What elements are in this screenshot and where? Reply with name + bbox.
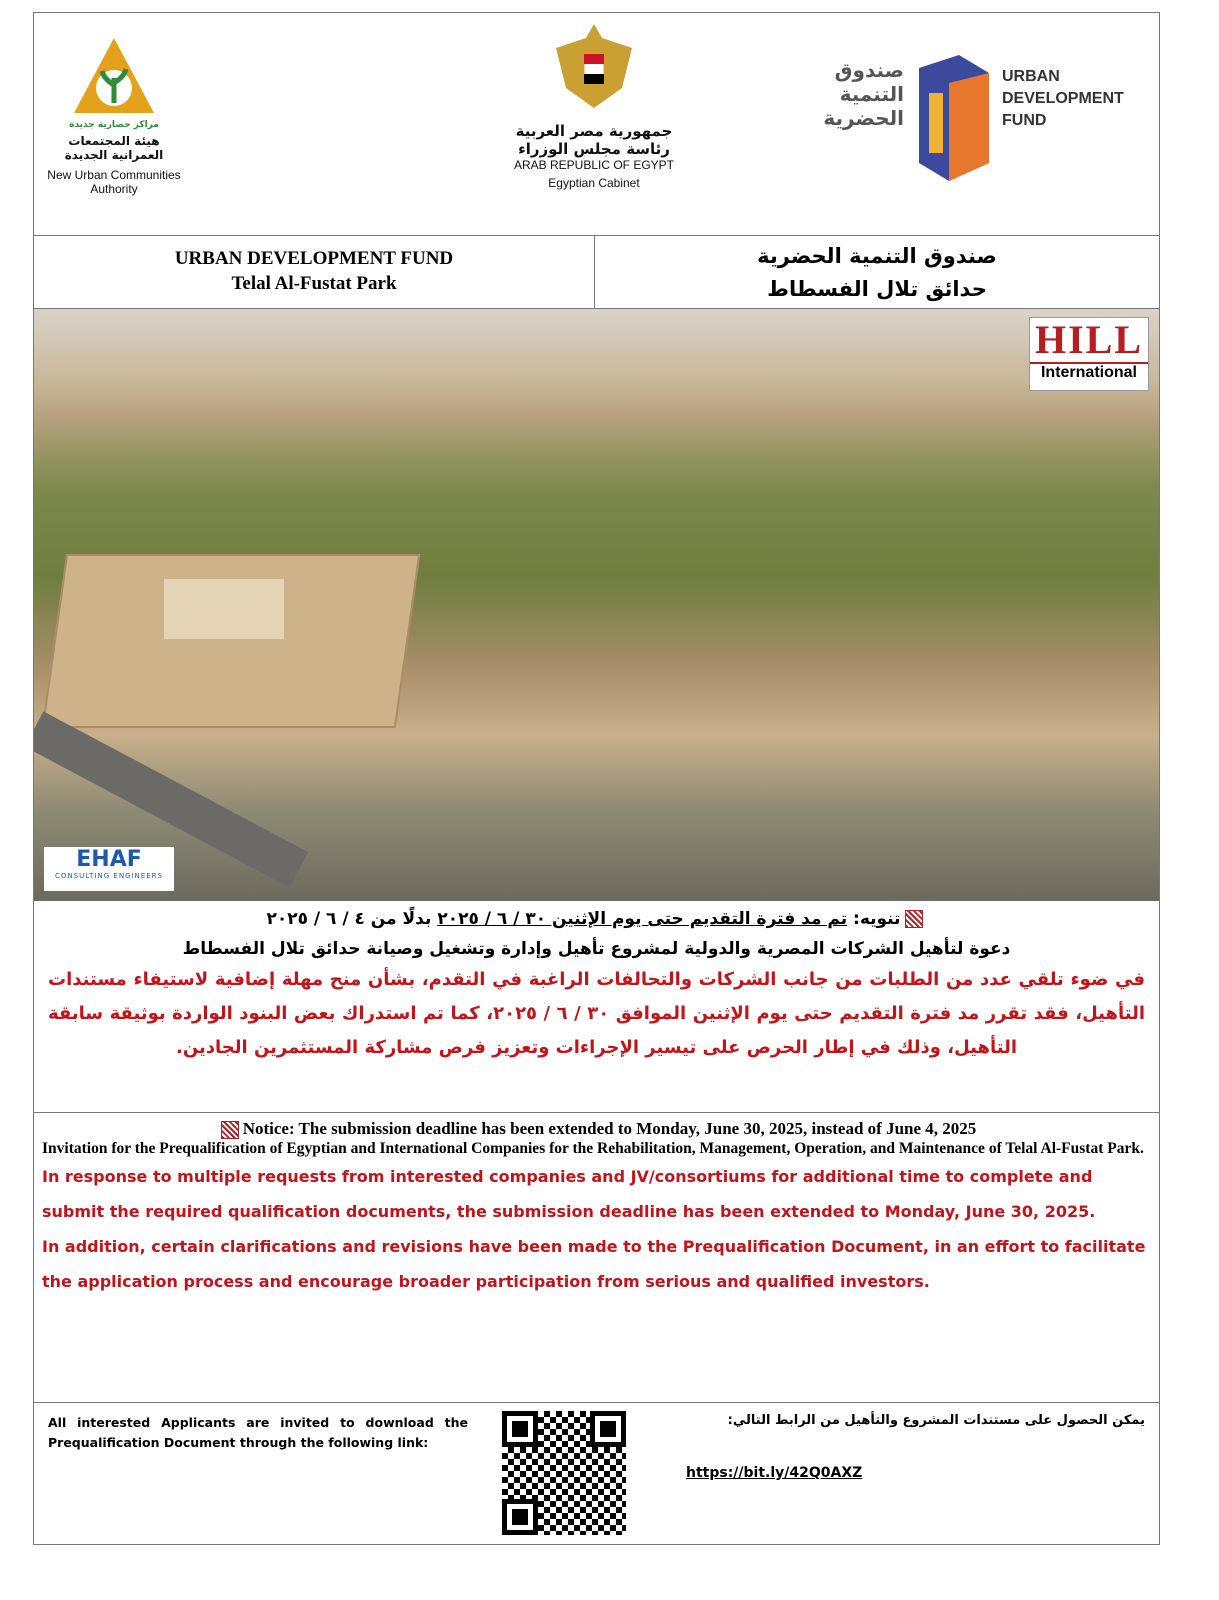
english-announcement (34, 1113, 1159, 1403)
ehaf-logo-subtext: CONSULTING ENGINEERS (55, 872, 163, 880)
title-en-line2: Telal Al-Fustat Park (231, 273, 397, 294)
english-title: Invitation for the Prequalification of Egyptian and International Companies for the Rehabilitation, Management, Operation, and Maintenance of Telal Al-Fustat Park. (42, 1140, 1144, 1158)
arabic-notice (34, 909, 1159, 929)
udf-cube-icon (909, 53, 994, 183)
title-en (34, 246, 594, 296)
cabinet-name-ar-1: جمهورية مصر العربية (515, 122, 673, 140)
logo-header (34, 13, 1159, 236)
arabic-title: دعوة لتأهيل الشركات المصرية والدولية لمشروع تأهيل وإدارة وتشغيل وصيانة حدائق تلال الفسطاط (182, 939, 1011, 959)
arabic-notice-tail: بدلًا من ٤ / ٦ / ٢٠٢٥ (266, 909, 432, 929)
download-link[interactable]: https://bit.ly/42Q0AXZ (686, 1465, 863, 1481)
english-paragraph-1: In response to multiple requests from interested companies and JV/consortiums for additional time to complete and submit the required qualification documents, the submission deadline has been extended to Monday, June 30, 2025. (42, 1167, 1096, 1222)
flyer (33, 12, 1160, 1545)
notice-marker-icon (905, 910, 923, 928)
arabic-paragraph: في ضوء تلقي عدد من الطلبات من جانب الشركات والتحالفات الراغبة في التقدم، بشأن منح مهلة إضافية لاستيفاء مستندات التأهيل، فقد تقرر مد فترة التقديم حتى يوم الإثنين الموافق ٣٠ / ٦ / ٢٠٢٥، كما تم استدراك بعض البنود الواردة بوثيقة سابقة التأهيل، وذلك في إطار الحرص على تيسير الإجراءات وتعزيز فرص مشاركة المستثمرين الجادين. (48, 969, 1146, 1058)
arabic-notice-label: تنويه: (853, 909, 901, 929)
ncua-logo (44, 33, 184, 196)
ncua-triangle-icon (69, 33, 159, 123)
hill-international-logo (1029, 317, 1149, 391)
english-notice-text: Notice: The submission deadline has been extended to Monday, June 30, 2025, instead of June 4, 2025 (242, 1119, 977, 1138)
english-paragraph-2: In addition, certain clarifications and revisions have been made to the Prequalification Document, in an effort to facilitate the application process and encourage broader participation from serious and qualified investors. (42, 1237, 1146, 1292)
title-bar (34, 236, 1159, 309)
english-notice (42, 1119, 1151, 1139)
arabic-notice-text: تم مد فترة التقديم حتى يوم الإثنين ٣٠ / ٦ / ٢٠٢٥ (437, 909, 848, 929)
courtyard-illustration (164, 579, 284, 639)
download-text-en: All interested Applicants are invited to download the Prequalification Document through the following link: (48, 1415, 468, 1450)
ehaf-logo (44, 847, 174, 891)
arabic-announcement (34, 901, 1159, 1113)
ncua-name-ar-2: العمرانية الجديدة (64, 148, 164, 162)
ncua-tagline: مراكز حضارية جديدة (69, 120, 159, 130)
qr-code[interactable] (502, 1411, 626, 1535)
udf-name-en-3: FUND (1002, 112, 1047, 129)
udf-name-ar-1: صندوق (834, 58, 904, 82)
ehaf-logo-text: EHAF (76, 847, 142, 872)
cabinet-logo (474, 19, 714, 190)
udf-name-ar-3: الحضرية (823, 106, 904, 130)
ncua-name-ar-1: هيئة المجتمعات (68, 134, 160, 148)
download-section (34, 1403, 1159, 1546)
cabinet-name-ar-2: رئاسة مجلس الوزراء (518, 140, 670, 158)
cabinet-name-en-2: Egyptian Cabinet (548, 176, 640, 190)
title-ar (594, 236, 1159, 308)
notice-marker-icon (221, 1121, 239, 1139)
hill-logo-text: HILL (1034, 317, 1144, 362)
udf-logo (744, 58, 1144, 188)
download-text-ar: يمكن الحصول على مستندات المشروع والتأهيل من الرابط التالي: (727, 1413, 1145, 1428)
udf-name-en-2: DEVELOPMENT (1002, 90, 1124, 107)
ncua-name-en: New Urban Communities Authority (47, 168, 181, 196)
udf-name-ar-2: التنمية (839, 82, 904, 106)
udf-name-en-1: URBAN (1002, 68, 1060, 85)
title-en-line1: URBAN DEVELOPMENT FUND (174, 248, 454, 269)
eagle-emblem-icon (549, 19, 639, 119)
title-ar-line1: صندوق التنمية الحضرية (757, 244, 997, 268)
title-ar-line2: حدائق تلال الفسطاط (767, 277, 987, 301)
park-rendering-image (34, 309, 1159, 901)
cabinet-name-en-1: ARAB REPUBLIC OF EGYPT (513, 158, 675, 172)
hill-logo-subtext: International (1030, 362, 1148, 382)
